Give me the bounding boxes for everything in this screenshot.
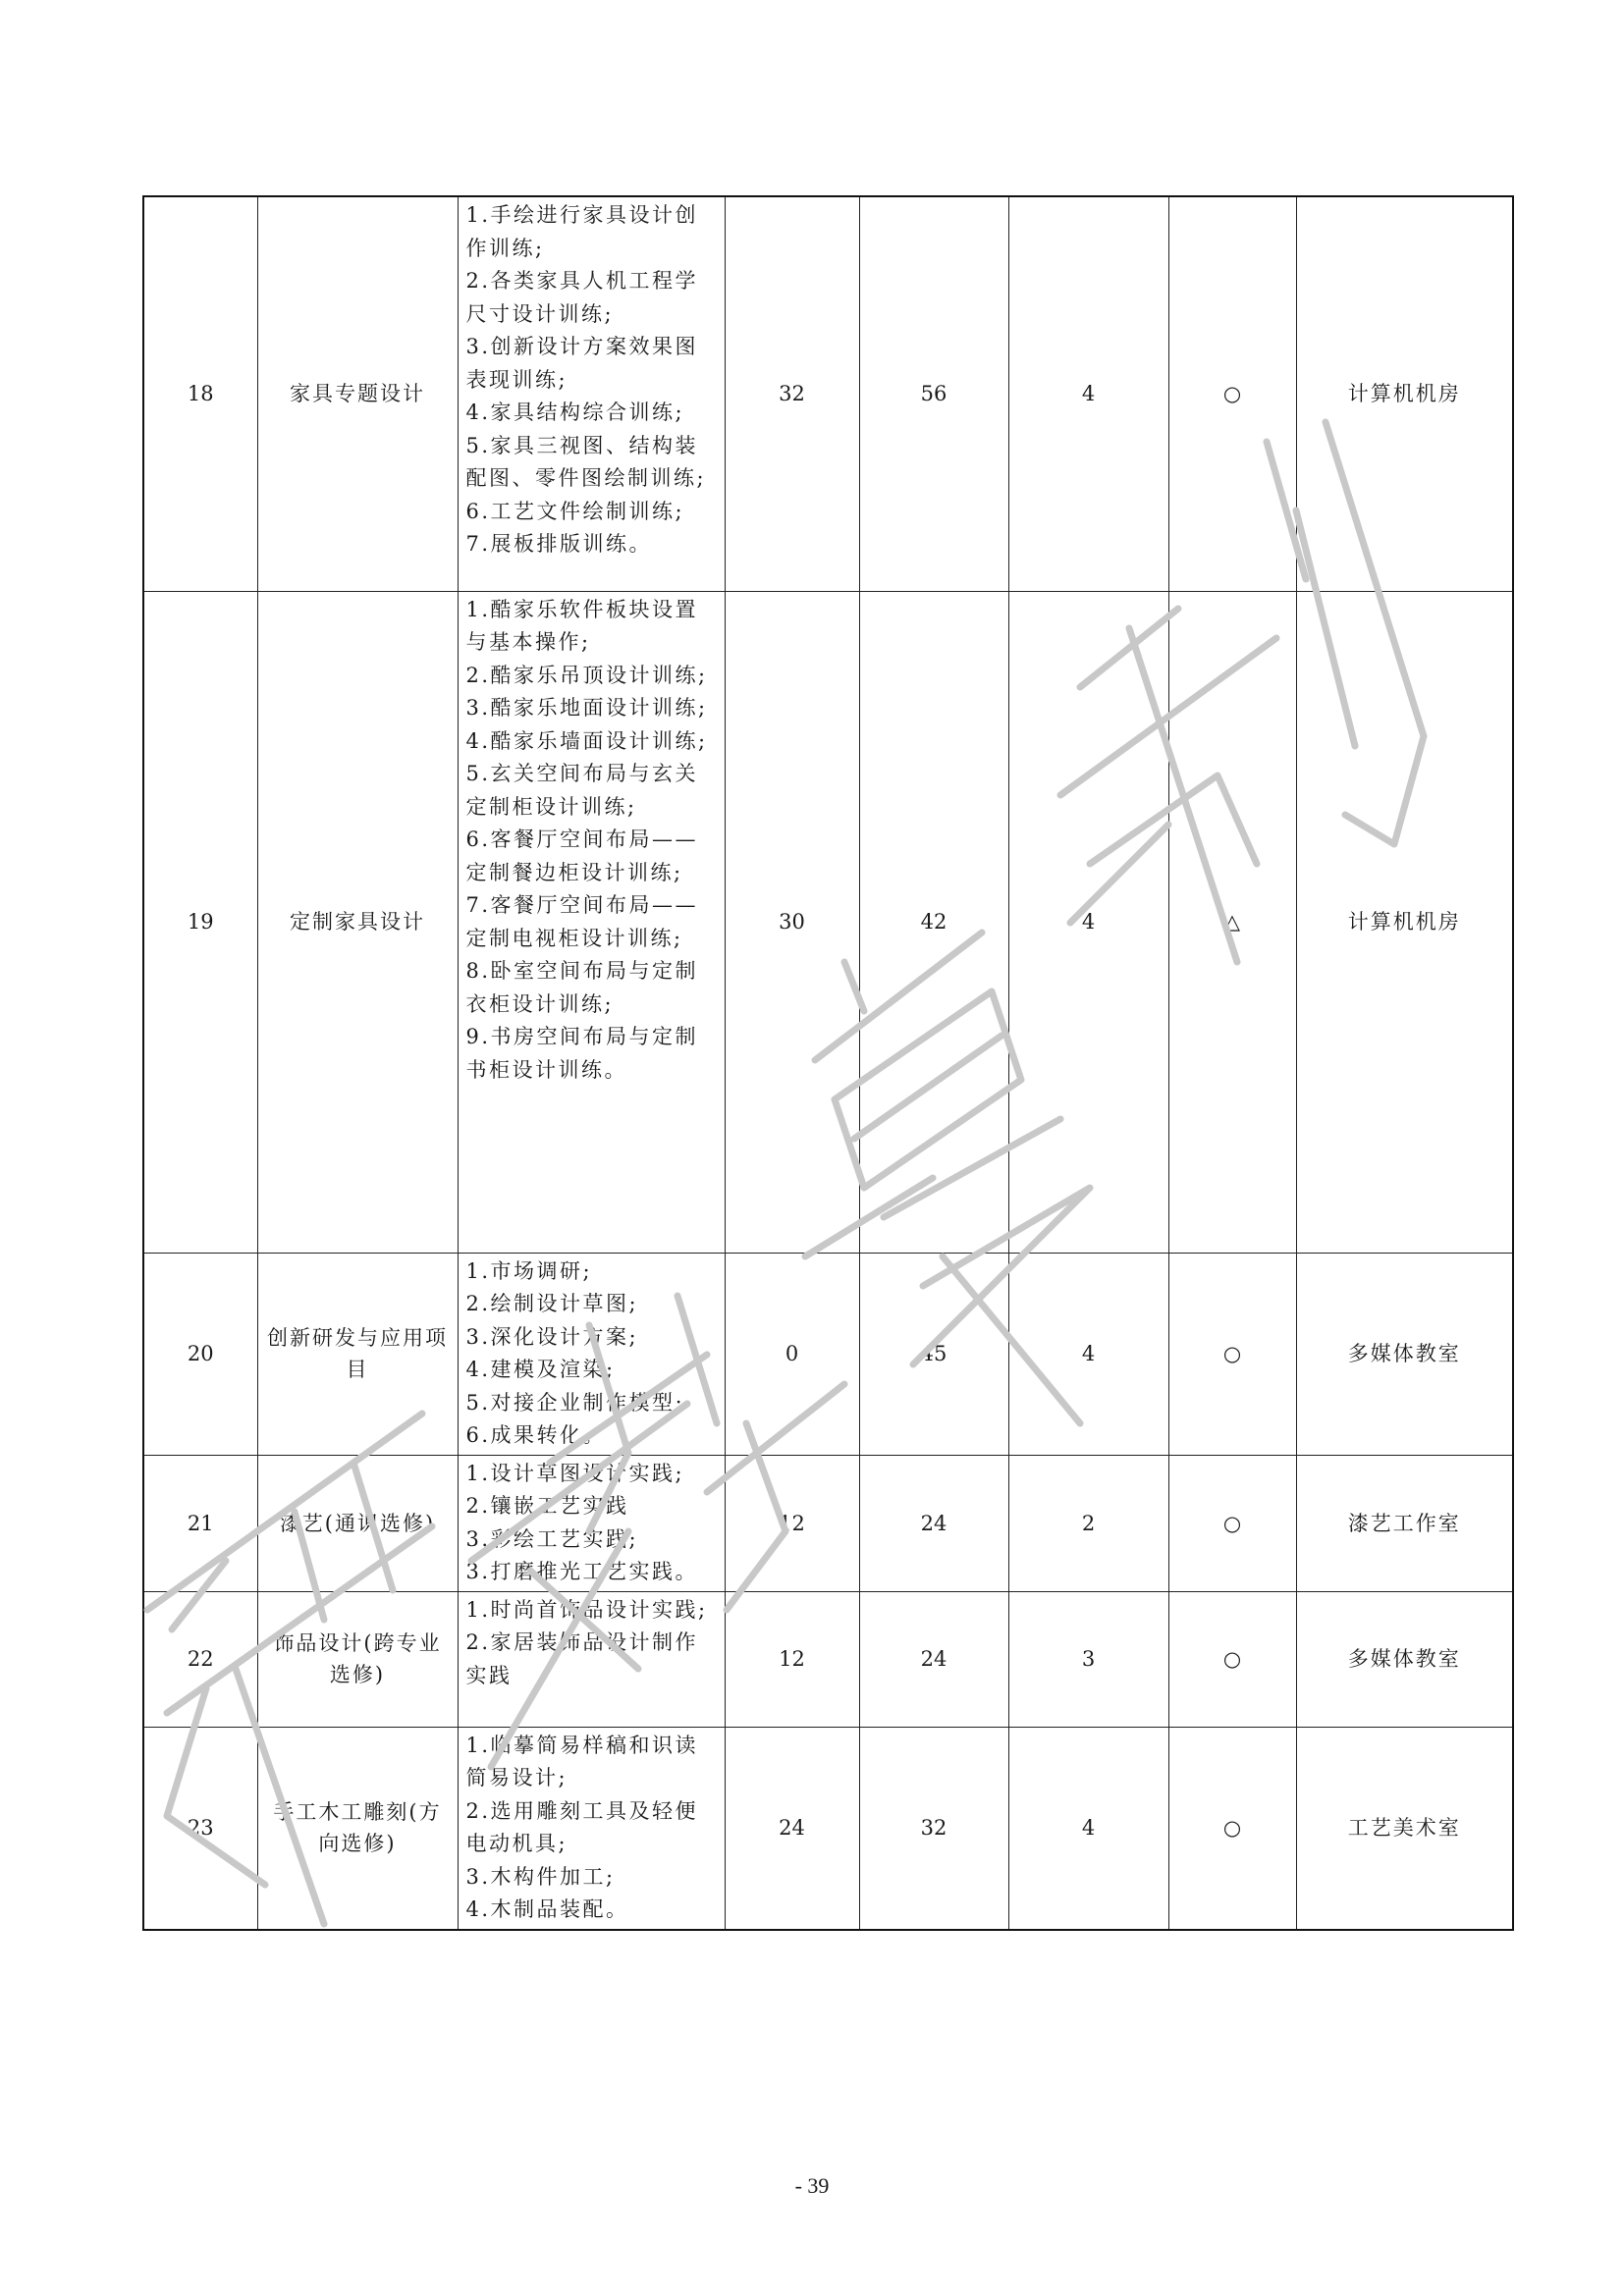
content-line: 5.对接企业制作模型; xyxy=(465,1390,685,1415)
content-line: 2.酷家乐吊顶设计训练; xyxy=(465,663,708,687)
hours-value: 32 xyxy=(859,1727,1008,1930)
content-line: 6.成果转化。 xyxy=(465,1423,607,1447)
training-content xyxy=(458,591,725,1253)
content-line: 4.建模及渲染; xyxy=(465,1358,616,1381)
content-line: 2.绘制设计草图; xyxy=(465,1292,639,1315)
hours-value: 30 xyxy=(725,591,859,1253)
table-row xyxy=(143,1253,1513,1455)
table-row xyxy=(143,1727,1513,1930)
course-name: 家具专题设计 xyxy=(257,196,458,591)
page-number: - 39 xyxy=(794,2173,830,2198)
course-type-mark: ○ xyxy=(1168,1253,1296,1455)
content-line: 1.时尚首饰品设计实践; xyxy=(465,1597,708,1622)
content-line: 1.设计草图设计实践; xyxy=(465,1461,685,1485)
hours-value: 42 xyxy=(859,591,1008,1253)
content-line: 2.各类家具人机工程学尺寸设计训练; xyxy=(465,269,699,326)
hours-value: 56 xyxy=(859,196,1008,591)
content-line: 2.家居装饰品设计制作实践 xyxy=(465,1630,699,1687)
content-line: 7.客餐厅空间布局——定制电视柜设计训练; xyxy=(465,893,699,950)
course-name: 手工木工雕刻(方向选修) xyxy=(257,1727,458,1930)
content-line: 2.镶嵌工艺实践 xyxy=(465,1494,629,1518)
course-name: 创新研发与应用项目 xyxy=(257,1253,458,1455)
credit-value: 4 xyxy=(1008,1727,1168,1930)
content-line: 7.展板排版训练。 xyxy=(465,532,653,556)
training-place: 多媒体教室 xyxy=(1296,1591,1513,1727)
row-number: 21 xyxy=(143,1455,257,1591)
content-line: 3.木构件加工; xyxy=(465,1864,616,1889)
content-line: 4.家具结构综合训练; xyxy=(465,400,685,424)
hours-value: 24 xyxy=(859,1591,1008,1727)
content-line: 3.深化设计方案; xyxy=(465,1324,639,1349)
training-place: 漆艺工作室 xyxy=(1296,1455,1513,1591)
content-line: 3.酷家乐地面设计训练; xyxy=(465,696,708,720)
content-line: 5.家具三视图、结构装配图、零件图绘制训练; xyxy=(465,433,707,490)
content-line: 8.卧室空间布局与定制衣柜设计训练; xyxy=(465,959,699,1016)
content-line: 1.酷家乐软件板块设置与基本操作; xyxy=(465,597,699,654)
content-line: 1.市场调研; xyxy=(465,1258,593,1283)
course-type-mark: ○ xyxy=(1168,1591,1296,1727)
hours-value: 12 xyxy=(725,1591,859,1727)
content-line: 4.酷家乐墙面设计训练; xyxy=(465,728,708,753)
training-place: 多媒体教室 xyxy=(1296,1253,1513,1455)
table-row xyxy=(143,1455,1513,1591)
course-type-mark: △ xyxy=(1168,591,1296,1253)
training-content xyxy=(458,1455,725,1591)
hours-value: 12 xyxy=(725,1455,859,1591)
training-place: 工艺美术室 xyxy=(1296,1727,1513,1930)
content-line: 3.打磨推光工艺实践。 xyxy=(465,1560,699,1583)
training-content xyxy=(458,1727,725,1930)
table-row xyxy=(143,1591,1513,1727)
training-place: 计算机机房 xyxy=(1296,196,1513,591)
training-content xyxy=(458,1591,725,1727)
row-number: 19 xyxy=(143,591,257,1253)
table-row xyxy=(143,591,1513,1253)
course-type-mark: ○ xyxy=(1168,196,1296,591)
training-content xyxy=(458,1253,725,1455)
hours-value: 0 xyxy=(725,1253,859,1455)
hours-value: 24 xyxy=(725,1727,859,1930)
content-line: 5.玄关空间布局与玄关定制柜设计训练; xyxy=(465,762,699,819)
content-line: 6.工艺文件绘制训练; xyxy=(465,499,685,523)
content-line: 3.创新设计方案效果图表现训练; xyxy=(465,335,699,392)
hours-value: 45 xyxy=(859,1253,1008,1455)
course-name: 漆艺(通识选修) xyxy=(257,1455,458,1591)
credit-value: 4 xyxy=(1008,1253,1168,1455)
content-line: 1.临摹简易样稿和识读简易设计; xyxy=(465,1733,699,1789)
row-number: 20 xyxy=(143,1253,257,1455)
course-type-mark: ○ xyxy=(1168,1455,1296,1591)
credit-value: 4 xyxy=(1008,591,1168,1253)
course-type-mark: ○ xyxy=(1168,1727,1296,1930)
row-number: 18 xyxy=(143,196,257,591)
row-number: 22 xyxy=(143,1591,257,1727)
content-line: 2.选用雕刻工具及轻便电动机具; xyxy=(465,1798,699,1855)
row-number: 23 xyxy=(143,1727,257,1930)
credit-value: 4 xyxy=(1008,196,1168,591)
content-line: 1.手绘进行家具设计创作训练; xyxy=(465,203,699,260)
content-line: 3.彩绘工艺实践; xyxy=(465,1526,639,1551)
credit-value: 3 xyxy=(1008,1591,1168,1727)
content-line: 9.书房空间布局与定制书柜设计训练。 xyxy=(465,1025,699,1082)
training-content xyxy=(458,196,725,591)
course-name: 饰品设计(跨专业选修) xyxy=(257,1591,458,1727)
hours-value: 24 xyxy=(859,1455,1008,1591)
credit-value: 2 xyxy=(1008,1455,1168,1591)
content-line: 4.木制品装配。 xyxy=(465,1897,629,1921)
course-table xyxy=(142,195,1514,1931)
table-row xyxy=(143,196,1513,591)
content-line: 6.客餐厅空间布局——定制餐边柜设计训练; xyxy=(465,828,699,884)
training-place: 计算机机房 xyxy=(1296,591,1513,1253)
course-name: 定制家具设计 xyxy=(257,591,458,1253)
hours-value: 32 xyxy=(725,196,859,591)
